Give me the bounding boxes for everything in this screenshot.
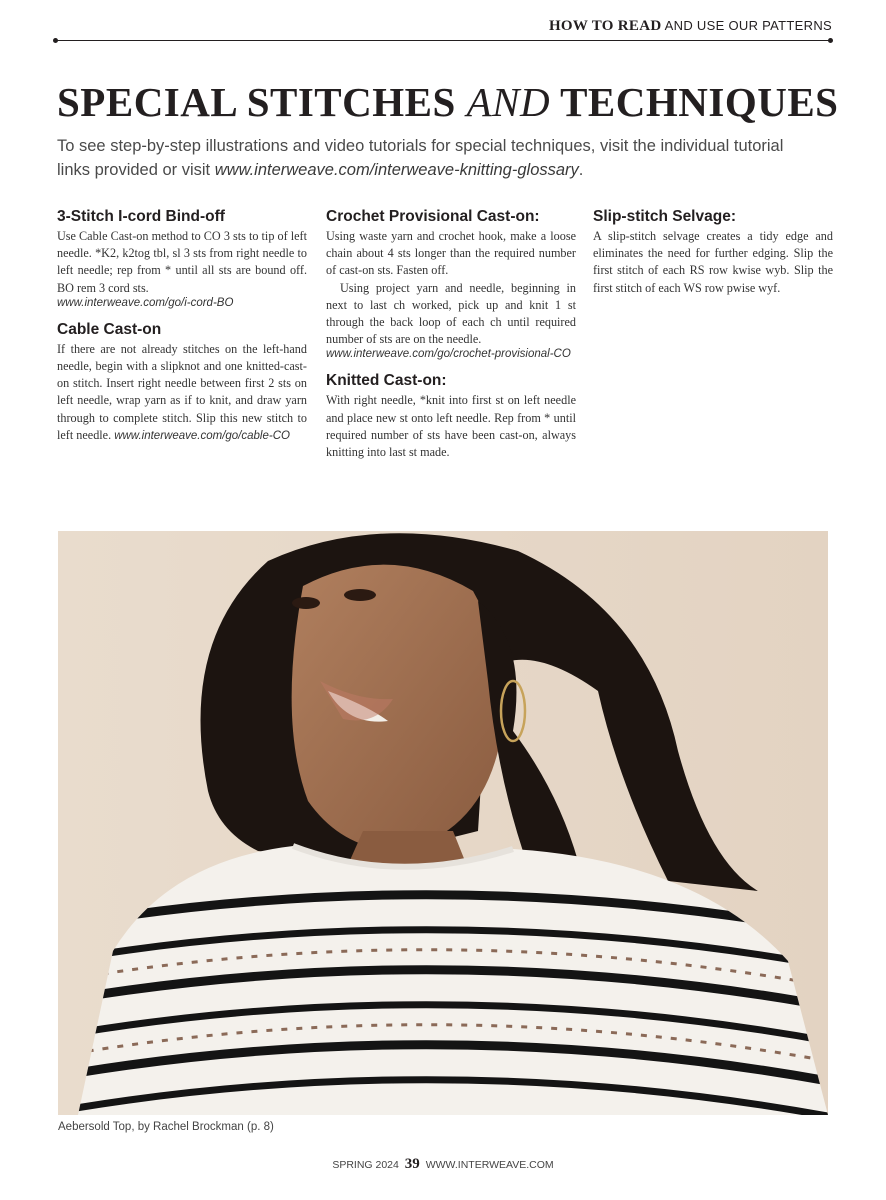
model-illustration — [58, 531, 828, 1115]
column-1 — [57, 208, 307, 457]
title-part2: TECHNIQUES — [550, 79, 839, 125]
title-italic: AND — [466, 79, 551, 125]
model-photo — [58, 531, 828, 1115]
section-crochet-body-1: Using waste yarn and crochet hook, make a loose chain about 4 sts longer than the required number of cast-on sts. Fasten off. — [326, 229, 576, 278]
section-selvage — [593, 208, 833, 297]
section-knitted — [326, 372, 576, 461]
section-knitted-title: Knitted Cast-on: — [326, 372, 447, 390]
section-selvage-title: Slip-stitch Selvage: — [593, 208, 736, 225]
running-header-bold: HOW TO READ — [548, 18, 662, 34]
footer-issue: SPRING 2024 — [332, 1159, 399, 1171]
section-cable-title: Cable Cast-on — [57, 320, 162, 338]
section-icord — [57, 208, 307, 309]
section-knitted-body: With right needle, *knit into first st on left needle and place new st onto left needle. Rep from * until required number of sts have been cast-on, always knitting into last st made. — [326, 393, 576, 460]
section-crochet — [326, 208, 576, 360]
intro-text: To see step-by-step illustrations and video tutorials for special techniques, visit the individual tutorial links provided or visit — [57, 137, 784, 179]
footer-site[interactable]: WWW.INTERWEAVE.COM — [425, 1159, 554, 1171]
page-title — [57, 78, 838, 126]
section-crochet-body-2: Using project yarn and needle, beginning in next to last ch worked, pick up and knit 1 st through the back loop of each ch until required number of sts are on the needle. — [326, 280, 576, 347]
face-shape — [292, 565, 502, 851]
section-crochet-link[interactable]: www.interweave.com/go/crochet-provisional-CO — [326, 348, 571, 361]
left-eye — [292, 597, 320, 609]
section-cable-text: If there are not already stitches on the left-hand needle, begin with a slipknot and one knitted-cast-on stitch. Insert right needle between first 2 sts on left needle, wrap yarn as if to knit, and draw yarn through to complete stitch. Slip this new stitch to left needle. — [57, 341, 307, 442]
header-rule — [55, 40, 831, 41]
right-eye — [344, 589, 376, 601]
page-footer — [0, 1156, 886, 1173]
section-crochet-title: Crochet Provisional Cast-on: — [326, 208, 540, 225]
column-3 — [593, 208, 833, 309]
photo-caption: Aebersold Top, by Rachel Brockman (p. 8) — [58, 1121, 274, 1133]
intro-glossary-link[interactable]: www.interweave.com/interweave-knitting-glossary — [214, 161, 579, 179]
section-icord-body: Use Cable Cast-on method to CO 3 sts to tip of left needle. *K2, k2tog tbl, sl 3 sts from right needle to left needle; rep from * until all sts are bound off. BO rem 3 cord sts. — [57, 229, 307, 295]
running-header — [549, 18, 832, 35]
title-part1: SPECIAL STITCHES — [57, 79, 467, 125]
section-icord-link[interactable]: www.interweave.com/go/i-cord-BO — [57, 296, 234, 309]
section-icord-title: 3-Stitch I-cord Bind-off — [57, 208, 225, 225]
section-cable-body — [57, 341, 307, 445]
running-header-rest: AND USE OUR PATTERNS — [664, 18, 832, 33]
section-cable — [57, 321, 307, 445]
column-2 — [326, 208, 576, 473]
section-selvage-body: A slip-stitch selvage creates a tidy edge and eliminates the need for further edging. Slip the first stitch of each RS row kwise wyb. Slip the first stitch of each WS row pwise wyf. — [593, 229, 833, 295]
intro-paragraph — [57, 134, 817, 182]
section-cable-link[interactable]: www.interweave.com/go/cable-CO — [114, 429, 290, 442]
page-number: 39 — [404, 1156, 420, 1172]
intro-end: . — [578, 161, 584, 179]
